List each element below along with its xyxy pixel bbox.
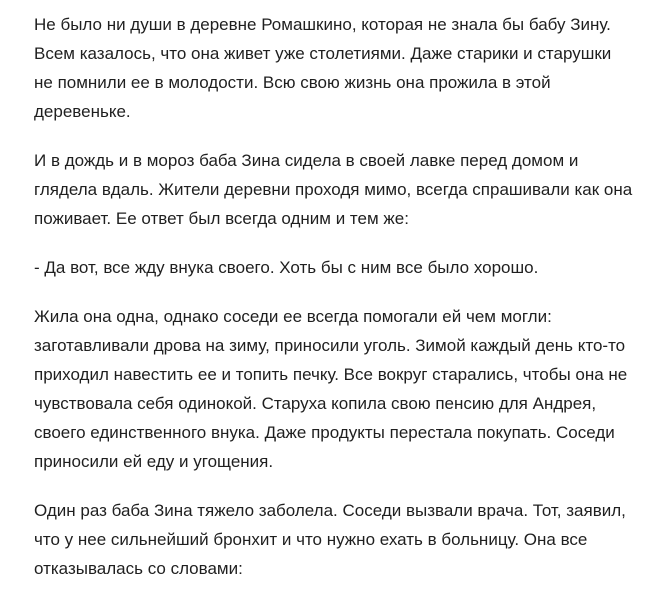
text-line: что у нее сильнейший бронхит и что нужно ехать в больницу. Она все bbox=[34, 530, 588, 549]
paragraph-1 bbox=[34, 10, 654, 126]
paragraph-2 bbox=[34, 146, 654, 233]
text-line: деревеньке. bbox=[34, 102, 131, 121]
text-line: чувствовала себя одинокой. Старуха копила свою пенсию для Андрея, bbox=[34, 394, 597, 413]
text-line: поживает. Ее ответ был всегда одним и тем же: bbox=[34, 209, 409, 228]
text-line: приходил навестить ее и топить печку. Все вокруг старались, чтобы она не bbox=[34, 365, 628, 384]
article-body bbox=[34, 10, 654, 603]
paragraph-4 bbox=[34, 302, 654, 476]
text-line: Жила она одна, однако соседи ее всегда помогали ей чем могли: bbox=[34, 307, 552, 326]
text-line: - Да вот, все жду внука своего. Хоть бы с ним все было хорошо. bbox=[34, 258, 539, 277]
text-line: своего единственного внука. Даже продукты перестала покупать. Соседи bbox=[34, 423, 615, 442]
text-line: не помнили ее в молодости. Всю свою жизнь она прожила в этой bbox=[34, 73, 551, 92]
text-line: Всем казалось, что она живет уже столетиями. Даже старики и старушки bbox=[34, 44, 612, 63]
text-line: отказывалась со словами: bbox=[34, 559, 243, 578]
paragraph-5 bbox=[34, 496, 654, 583]
text-line: Один раз баба Зина тяжело заболела. Соседи вызвали врача. Тот, заявил, bbox=[34, 501, 626, 520]
text-line: приносили ей еду и угощения. bbox=[34, 452, 274, 471]
text-line: глядела вдаль. Жители деревни проходя мимо, всегда спрашивали как она bbox=[34, 180, 633, 199]
text-line: заготавливали дрова на зиму, приносили уголь. Зимой каждый день кто-то bbox=[34, 336, 626, 355]
text-line: Не было ни души в деревне Ромашкино, которая не знала бы бабу Зину. bbox=[34, 15, 611, 34]
paragraph-3 bbox=[34, 253, 654, 282]
text-line: И в дождь и в мороз баба Зина сидела в своей лавке перед домом и bbox=[34, 151, 579, 170]
